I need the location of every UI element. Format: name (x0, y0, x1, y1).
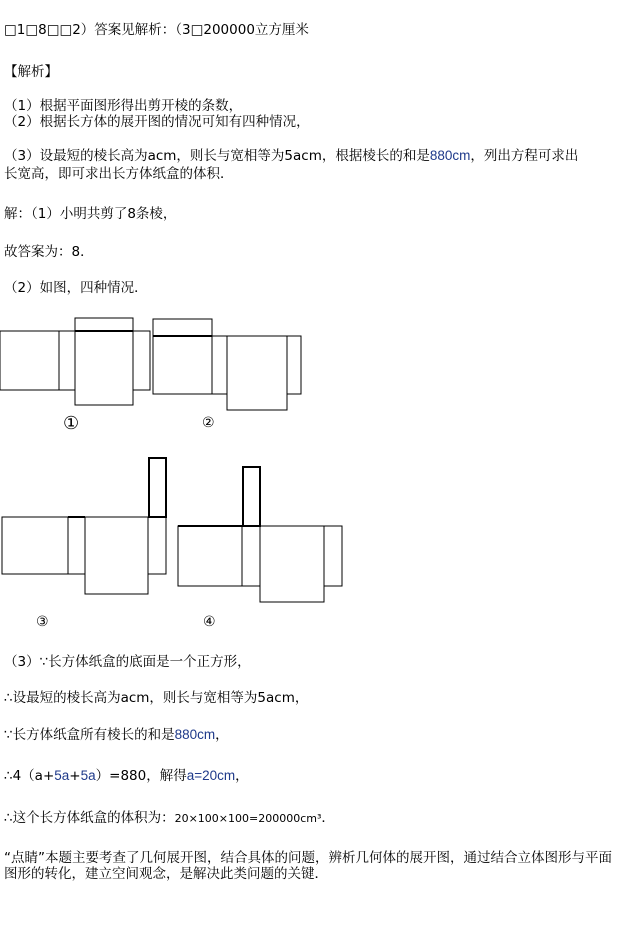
part3-line-4 (4, 768, 249, 784)
figure-label-1: ① (63, 413, 80, 434)
net-figure-4 (178, 467, 342, 602)
net-figure-3 (2, 458, 166, 594)
answer-header: □1□8□□2）答案见解析：（3□200000立方厘米 (4, 22, 309, 38)
solution-line-3: （2）如图，四种情况． (4, 280, 148, 296)
part3-plus: + (69, 768, 81, 784)
part3-volume-end: ． (321, 810, 335, 826)
part3-volume-text: ∴这个长方体纸盒的体积为： (4, 810, 175, 826)
analysis-title: 【解析】 (4, 64, 58, 80)
analysis-edge-sum: 880cm (429, 148, 471, 163)
net-figure-2 (153, 319, 301, 410)
part3-line-1: （3）∵长方体纸盒的底面是一个正方形， (4, 654, 251, 670)
analysis-point-1: （1）根据平面图形得出剪开棱的条数， (4, 98, 243, 114)
part3-edge-sum: 880cm (174, 727, 216, 742)
part3-solution-a: a=20cm (186, 768, 236, 783)
analysis-point-3-cont: 长宽高，即可求出长方体纸盒的体积． (4, 166, 234, 182)
part3-line-3-text: ∵长方体纸盒所有棱长的和是 (4, 727, 175, 743)
comment-note: “点睛”本题主要考查了几何展开图，结合具体的问题，辨析几何体的展开图，通过结合立体图形与平面图形的转化，建立空间观念，是解决此类问题的关键． (4, 850, 612, 882)
analysis-point-3-text-a: （3）设最短的棱长高为acm，则长与宽相等为5acm，根据棱长的和是 (4, 148, 430, 164)
part3-eq-end: ）=880，解得 (95, 768, 187, 784)
figure-label-3: ③ (36, 614, 49, 630)
figure-label-4: ④ (203, 614, 216, 630)
part3-term-2: 5a (80, 768, 96, 783)
part3-line-2: ∴设最短的棱长高为acm，则长与宽相等为5acm， (4, 690, 309, 706)
part3-line-3 (4, 727, 229, 743)
part3-volume-value: 20×100×100=200000cm³ (174, 812, 322, 825)
part3-line-5 (4, 810, 335, 827)
part3-eq-start: ∴4（a+ (4, 768, 55, 784)
part3-line-4-end: ， (235, 768, 249, 784)
figure-label-2: ② (202, 415, 215, 431)
analysis-point-2: （2）根据长方体的展开图的情况可知有四种情况， (4, 114, 310, 130)
part3-line-3-end: ， (215, 727, 229, 743)
part3-term-1: 5a (54, 768, 70, 783)
solution-line-2: 故答案为：8． (4, 244, 94, 260)
net-figure-1 (0, 318, 150, 405)
solution-line-1: 解：（1）小明共剪了8条棱， (4, 206, 177, 222)
analysis-point-3-text-b: ，列出方程可求出 (470, 148, 579, 164)
